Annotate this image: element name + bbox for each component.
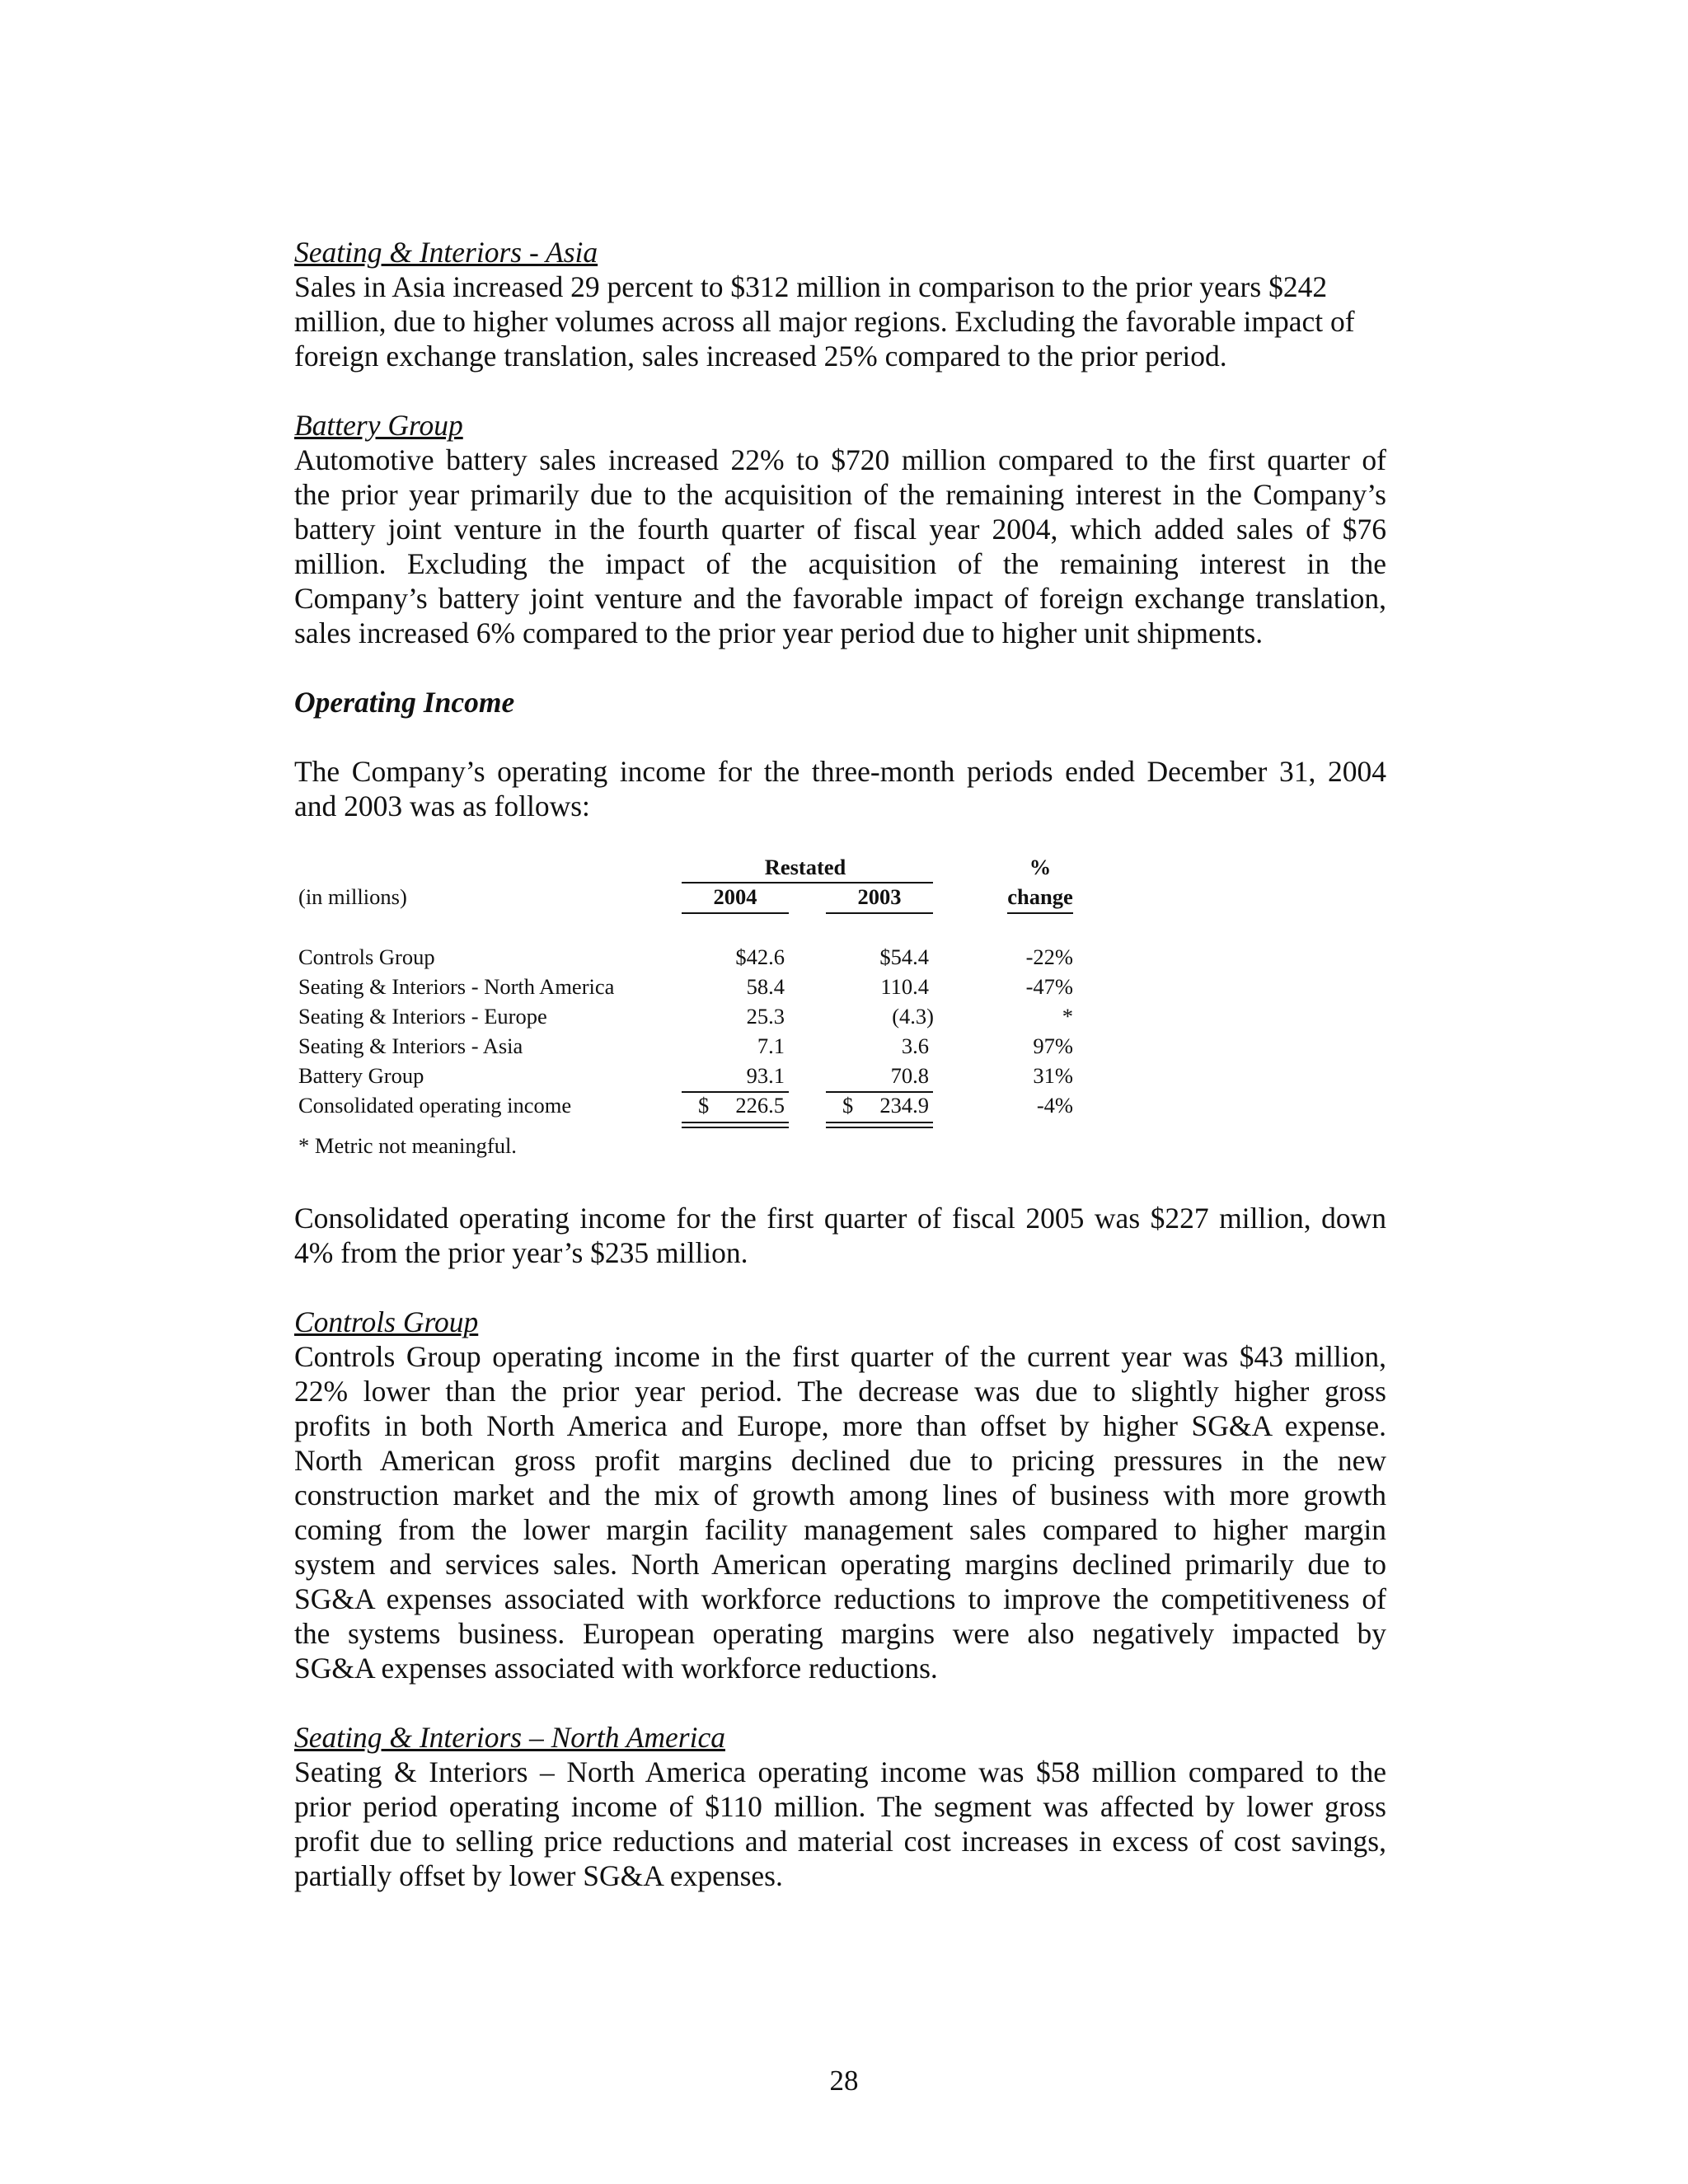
- text-line: coming from the lower margin facility management sales compared to higher margin: [294, 1513, 1386, 1546]
- row-change: -22%: [1025, 944, 1073, 969]
- paragraph-operating-income: [294, 754, 1386, 823]
- paragraph-north-america: [294, 1755, 1386, 1893]
- text-line: construction market and the mix of growth among lines of business with more growth: [294, 1479, 1386, 1511]
- text-line: 4% from the prior year’s $235 million.: [294, 1236, 748, 1269]
- row-value-2004: 93.1: [746, 1063, 785, 1088]
- text-line: The Company’s operating income for the three-month periods ended December 31, 2004: [294, 755, 1386, 788]
- text-line: foreign exchange translation, sales increased 25% compared to the prior period.: [294, 340, 1227, 373]
- row-value-2003: 234.9: [879, 1093, 929, 1118]
- paragraph-controls: [294, 1339, 1386, 1685]
- text-line: the prior year primarily due to the acquisition of the remaining interest in the Company’s: [294, 478, 1386, 511]
- pct-header: %: [1029, 855, 1052, 879]
- text-line: Consolidated operating income for the first quarter of fiscal 2005 was $227 million, down: [294, 1202, 1386, 1235]
- text-line: million. Excluding the impact of the acquisition of the remaining interest in the: [294, 547, 1386, 580]
- text-line: Seating & Interiors – North America operating income was $58 million compared to the: [294, 1755, 1386, 1788]
- text-line: million, due to higher volumes across all major regions. Excluding the favorable impact of: [294, 305, 1355, 338]
- text-line: Sales in Asia increased 29 percent to $312 million in comparison to the prior years $242: [294, 270, 1328, 303]
- row-change: 97%: [1033, 1033, 1073, 1058]
- col-header-2004: 2004: [713, 884, 757, 909]
- operating-income-table: [294, 855, 1386, 1168]
- section-heading-operating-income: Operating Income: [294, 686, 515, 719]
- text-line: SG&A expenses associated with workforce reductions to improve the competitiveness of: [294, 1582, 1386, 1615]
- text-line: partially offset by lower SG&A expenses.: [294, 1859, 783, 1892]
- units-label: (in millions): [298, 884, 407, 909]
- row-change: -4%: [1036, 1093, 1073, 1118]
- text-line: SG&A expenses associated with workforce reductions.: [294, 1652, 938, 1685]
- col-header-2003: 2003: [857, 884, 902, 909]
- row-value-2003: 70.8: [890, 1063, 929, 1088]
- restated-header: Restated: [764, 855, 846, 879]
- paragraph-battery: [294, 443, 1386, 650]
- text-line: profits in both North America and Europe, more than offset by higher SG&A expense.: [294, 1409, 1386, 1442]
- row-value-2003: $54.4: [879, 944, 929, 969]
- row-value-2004: 7.1: [757, 1033, 785, 1058]
- row-change: *: [1062, 1004, 1073, 1029]
- row-label: Seating & Interiors - Asia: [298, 1033, 523, 1058]
- row-value-2003: 110.4: [880, 974, 929, 999]
- row-label: Battery Group: [298, 1063, 424, 1088]
- dollar-sign: $: [698, 1093, 710, 1118]
- text-line: North American gross profit margins declined due to pricing pressures in the new: [294, 1444, 1386, 1477]
- section-heading-north-america: Seating & Interiors – North America: [294, 1721, 725, 1754]
- text-line: and 2003 was as follows:: [294, 790, 590, 823]
- paragraph-consolidated: [294, 1201, 1386, 1270]
- text-line: profit due to selling price reductions and material cost increases in excess of cost savings,: [294, 1825, 1386, 1858]
- row-value-2004: 25.3: [746, 1004, 785, 1029]
- row-change: 31%: [1033, 1063, 1073, 1088]
- text-line: sales increased 6% compared to the prior year period due to higher unit shipments.: [294, 616, 1264, 649]
- text-line: Automotive battery sales increased 22% to $720 million compared to the first quarter of: [294, 443, 1386, 476]
- text-line: 22% lower than the prior year period. The decrease was due to slightly higher gross: [294, 1375, 1386, 1408]
- row-label: Controls Group: [298, 944, 435, 969]
- document-page: [294, 235, 1386, 1893]
- table-footnote: * Metric not meaningful.: [298, 1133, 517, 1158]
- row-label: Seating & Interiors - North America: [298, 974, 615, 999]
- row-change: -47%: [1025, 974, 1073, 999]
- paragraph-asia: [294, 269, 1386, 373]
- row-label: Seating & Interiors - Europe: [298, 1004, 547, 1029]
- row-value-2004: 58.4: [746, 974, 785, 999]
- row-value-2003: 3.6: [901, 1033, 929, 1058]
- page-number: 28: [829, 2064, 859, 2097]
- row-value-2003: (4.3): [892, 1004, 934, 1029]
- row-value-2004: 226.5: [735, 1093, 785, 1118]
- section-heading-battery: Battery Group: [294, 409, 463, 442]
- col-header-change: change: [1007, 884, 1073, 909]
- text-line: battery joint venture in the fourth quarter of fiscal year 2004, which added sales of $76: [294, 513, 1386, 546]
- section-heading-asia: Seating & Interiors - Asia: [294, 236, 598, 269]
- row-label: Consolidated operating income: [298, 1093, 572, 1118]
- row-value-2004: $42.6: [735, 944, 785, 969]
- text-line: prior period operating income of $110 million. The segment was affected by lower gross: [294, 1790, 1386, 1823]
- dollar-sign: $: [842, 1093, 854, 1118]
- text-line: Controls Group operating income in the first quarter of the current year was $43 million,: [294, 1340, 1386, 1373]
- text-line: the systems business. European operating margins were also negatively impacted by: [294, 1617, 1386, 1650]
- text-line: system and services sales. North American operating margins declined primarily due to: [294, 1548, 1386, 1581]
- section-heading-controls: Controls Group: [294, 1305, 479, 1338]
- text-line: Company’s battery joint venture and the favorable impact of foreign exchange translation,: [294, 582, 1386, 615]
